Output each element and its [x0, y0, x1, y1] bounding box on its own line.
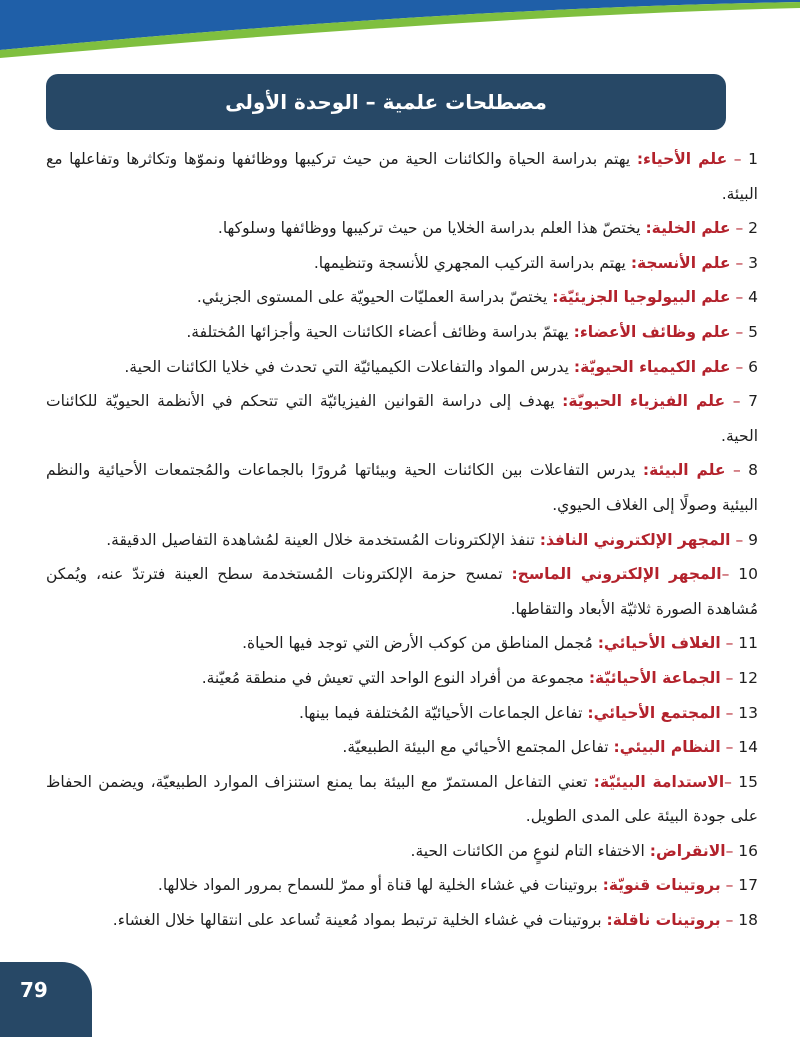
term-number: 7 — [748, 392, 758, 411]
term-definition: مُجمل المناطق من كوكب الأرض التي توجد فيها الحياة. — [242, 634, 593, 653]
term-name: الانقراض — [655, 841, 726, 860]
term-number: 1 — [748, 150, 758, 168]
term-item: 1 – علم الأحياء: يهتم بدراسة الحياة والكائنات الحية من حيث تركيبها ووظائفها ونموّها وتكاثرها وتفاعلها مع البيئة. — [46, 150, 758, 203]
term-name: الجماعة الأحيائيّة — [595, 668, 721, 687]
term-name: علم الأنسجة — [637, 253, 731, 272]
term-item: 11 – الغلاف الأحيائي: مُجمل المناطق من كوكب الأرض التي توجد فيها الحياة. — [242, 634, 758, 653]
term-item: 2 – علم الخلية: يختصّ هذا العلم بدراسة الخلايا من حيث تركيبها ووظائفها وسلوكها. — [217, 219, 758, 238]
page-number: 79 — [20, 978, 48, 1002]
terms-list — [46, 142, 758, 938]
term-name: بروتينات قنويّة — [608, 876, 721, 895]
term-name: النظام البيئي — [619, 738, 721, 757]
term-item: 17 – بروتينات قنويّة: بروتينات في غشاء الخلية لها قناة أو ممرّ للسماح بمرور المواد خلالها. — [157, 876, 758, 895]
term-definition: الاختفاء التام لنوعٍ من الكائنات الحية. — [410, 841, 645, 860]
term-definition: تفاعل المجتمع الأحيائي مع البيئة الطبيعيّة. — [342, 738, 609, 757]
term-number: 15 — [738, 772, 758, 791]
term-name: بروتينات ناقلة — [612, 911, 721, 930]
term-number: 13 — [738, 703, 758, 722]
term-item: 9 – المجهر الإلكتروني النافذ: تنفذ الإلكترونات المُستخدمة خلال العينة لمُشاهدة التفاصيل الدقيقة. — [106, 530, 758, 549]
term-name: علم الكيمياء الحيويّة — [580, 357, 731, 376]
term-number: 2 — [748, 219, 758, 238]
term-definition: تنفذ الإلكترونات المُستخدمة خلال العينة لمُشاهدة التفاصيل الدقيقة. — [106, 530, 535, 549]
term-definition: تعني التفاعل المستمرّ مع البيئة بما يمنع استنزاف الموارد الطبيعيّة، ويضمن الحفاظ على جودة البيئة على المدى الطويل. — [46, 772, 758, 826]
term-item: 5 – علم وظائف الأعضاء: يهتمّ بدراسة وظائف أعضاء الكائنات الحية وأجزائها المُختلفة. — [186, 322, 758, 341]
term-definition: يدرس المواد والتفاعلات الكيميائيّة التي تحدث في خلايا الكائنات الحية. — [124, 357, 569, 376]
term-number: 14 — [738, 738, 758, 757]
term-definition: يهتم بدراسة التركيب المجهري للأنسجة وتنظيمها. — [313, 253, 626, 272]
term-number: 11 — [738, 634, 758, 653]
term-definition: يدرس التفاعلات بين الكائنات الحية وبيئاتها مُرورًا بالجماعات والمُجتمعات الأحيائية والنظم البيئية وصولًا إلى الغلاف الحيوي. — [46, 461, 758, 514]
term-number: 10 — [738, 565, 758, 584]
term-name: علم الخلية — [651, 219, 731, 238]
term-number: 5 — [748, 322, 758, 341]
term-definition: يهدف إلى دراسة القوانين الفيزيائيّة التي تتحكم في الأنظمة الحيويّة للكائنات الحية. — [46, 392, 758, 445]
term-item: 12 – الجماعة الأحيائيّة: مجموعة من أفراد النوع الواحد التي تعيش في منطقة مُعيّنة. — [201, 668, 758, 687]
term-number: 17 — [738, 876, 758, 895]
term-number: 9 — [748, 530, 758, 549]
term-number: 18 — [738, 911, 758, 930]
term-item: 6 – علم الكيمياء الحيويّة: يدرس المواد والتفاعلات الكيميائيّة التي تحدث في خلايا الكائنات الحية. — [124, 357, 758, 376]
term-item: 3 – علم الأنسجة: يهتم بدراسة التركيب المجهري للأنسجة وتنظيمها. — [313, 253, 758, 272]
term-item: 7 – علم الفيزياء الحيويّة: يهدف إلى دراسة القوانين الفيزيائيّة التي تتحكم في الأنظمة الحيويّة للكائنات الحية. — [46, 392, 758, 445]
section-title-banner — [46, 74, 726, 130]
term-item: 13 – المجتمع الأحيائي: تفاعل الجماعات الأحيائيّة المُختلفة فيما بينها. — [299, 703, 758, 722]
term-name: المجهر الإلكتروني النافذ — [545, 530, 731, 549]
term-name: علم الأحياء — [643, 150, 728, 168]
term-definition: بروتينات في غشاء الخلية لها قناة أو ممرّ للسماح بمرور المواد خلالها. — [157, 876, 598, 895]
term-number: 4 — [748, 288, 758, 307]
term-number: 8 — [748, 461, 758, 480]
term-name: علم وظائف الأعضاء — [579, 322, 731, 341]
term-item: 4 – علم البيولوجيا الجزيئيّة: يختصّ بدراسة العمليّات الحيويّة على المستوى الجزيئي. — [196, 288, 758, 307]
term-item: 10 –المجهر الإلكتروني الماسح: تمسح حزمة الإلكترونات المُستخدمة سطح العينة فترتدّ عنه، ويُمكن مُشاهدة الصورة ثلاثيّة الأبعاد والتقاطها. — [46, 565, 758, 618]
term-name: المجهر الإلكتروني الماسح — [517, 565, 722, 584]
term-item: 16 –الانقراض: الاختفاء التام لنوعٍ من الكائنات الحية. — [410, 841, 758, 860]
term-definition: مجموعة من أفراد النوع الواحد التي تعيش في منطقة مُعيّنة. — [201, 668, 584, 687]
term-item: 18 – بروتينات ناقلة: بروتينات في غشاء الخلية ترتبط بمواد مُعينة تُساعد على انتقالها خلال الغشاء. — [112, 911, 758, 930]
term-number: 3 — [748, 253, 758, 272]
term-name: المجتمع الأحيائي — [593, 703, 721, 722]
term-name: الغلاف الأحيائي — [603, 634, 721, 653]
term-definition: يهتم بدراسة الحياة والكائنات الحية من حيث تركيبها ووظائفها ونموّها وتكاثرها وتفاعلها مع البيئة. — [46, 150, 758, 203]
term-definition: يختصّ بدراسة العمليّات الحيويّة على المستوى الجزيئي. — [196, 288, 548, 307]
term-number: 6 — [748, 357, 758, 376]
term-number: 12 — [738, 668, 758, 687]
top-decorative-band — [0, 0, 800, 60]
term-definition: تفاعل الجماعات الأحيائيّة المُختلفة فيما بينها. — [299, 703, 583, 722]
term-name: علم البيولوجيا الجزيئيّة — [558, 288, 731, 307]
term-item: 14 – النظام البيئي: تفاعل المجتمع الأحيائي مع البيئة الطبيعيّة. — [342, 738, 758, 757]
term-definition: يهتمّ بدراسة وظائف أعضاء الكائنات الحية وأجزائها المُختلفة. — [186, 322, 569, 341]
term-item: 15 –الاستدامة البيئيّة: تعني التفاعل المستمرّ مع البيئة بما يمنع استنزاف الموارد الطبيعيّة، ويضمن الحفاظ على جودة البيئة على المدى الطويل. — [46, 772, 758, 826]
term-definition: يختصّ هذا العلم بدراسة الخلايا من حيث تركيبها ووظائفها وسلوكها. — [217, 219, 641, 238]
term-name: الاستدامة البيئيّة — [599, 772, 725, 791]
term-name: علم البيئة — [649, 461, 726, 480]
term-definition: بروتينات في غشاء الخلية ترتبط بمواد مُعينة تُساعد على انتقالها خلال الغشاء. — [112, 911, 602, 930]
page-title: مصطلحات علمية – الوحدة الأولى — [225, 90, 547, 114]
term-item: 8 – علم البيئة: يدرس التفاعلات بين الكائنات الحية وبيئاتها مُرورًا بالجماعات والمُجتمعات الأحيائية والنظم البيئية وصولًا إلى الغلاف الحيوي. — [46, 461, 758, 514]
term-number: 16 — [738, 841, 758, 860]
term-name: علم الفيزياء الحيويّة — [568, 392, 726, 411]
term-definition: تمسح حزمة الإلكترونات المُستخدمة سطح العينة فترتدّ عنه، ويُمكن مُشاهدة الصورة ثلاثيّة الأبعاد والتقاطها. — [46, 565, 758, 618]
